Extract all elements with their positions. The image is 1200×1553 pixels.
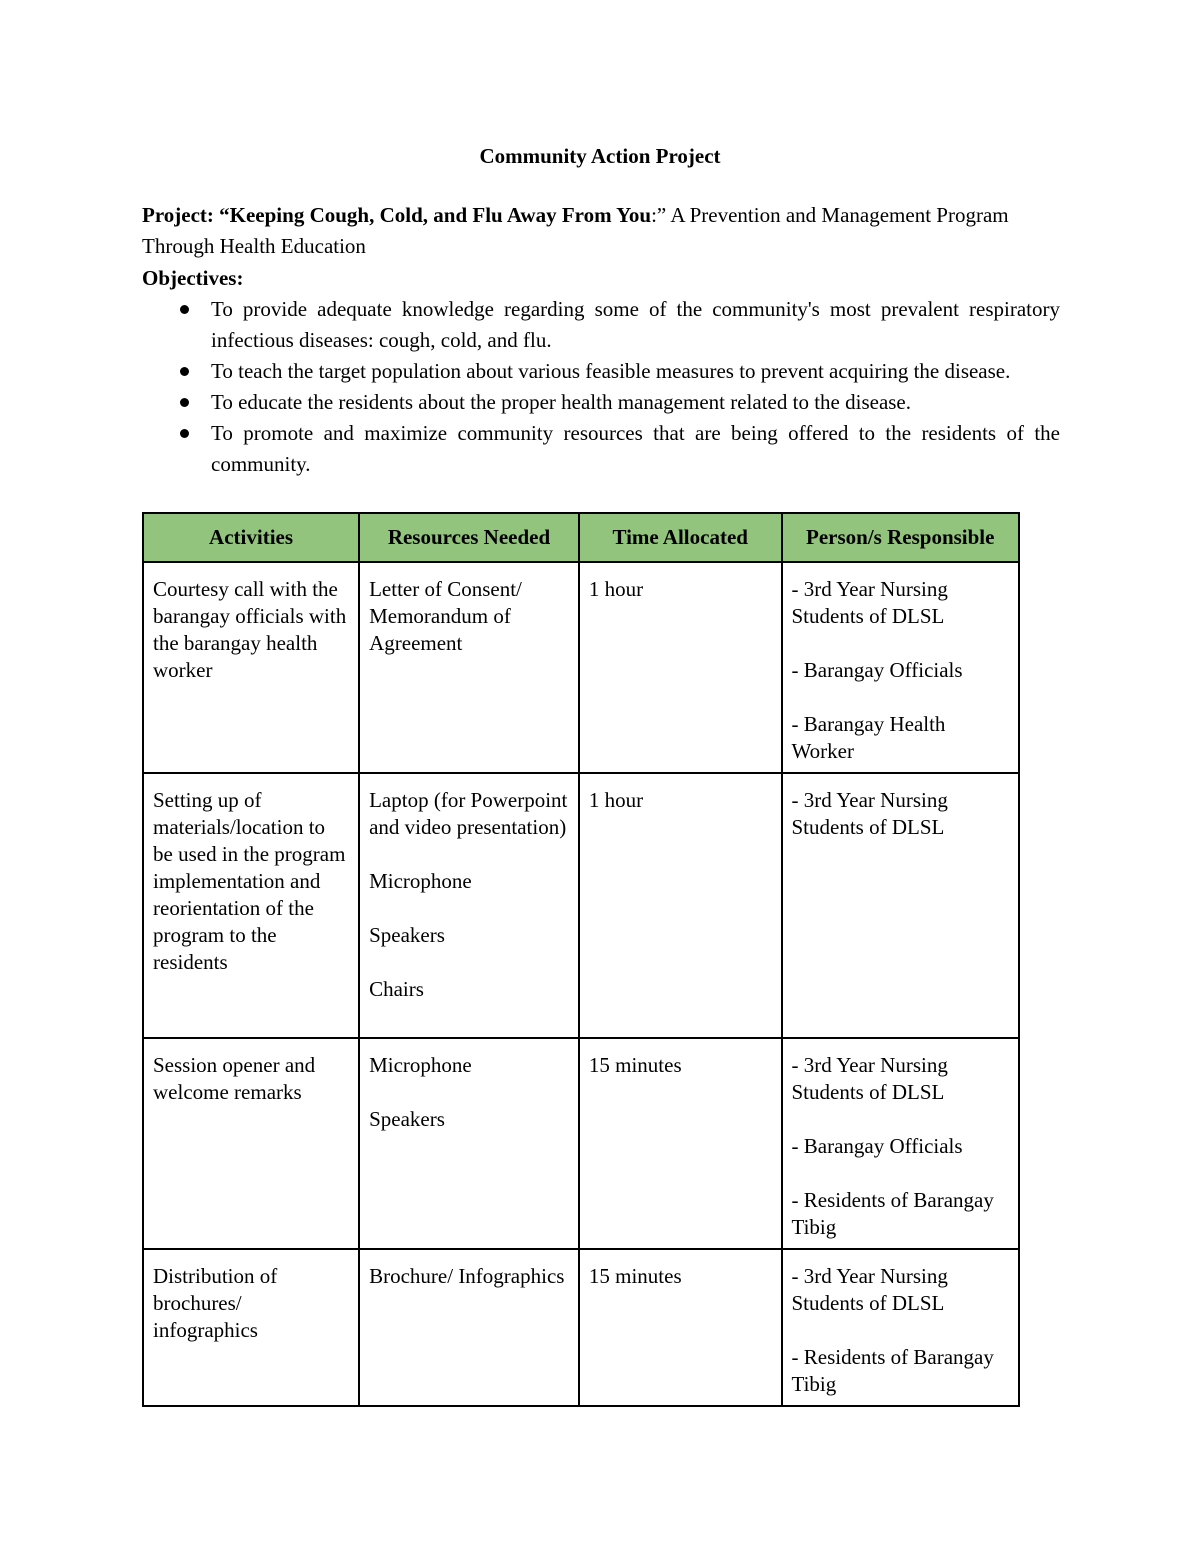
header-time: Time Allocated [579,513,782,562]
objective-item: To promote and maximize community resources that are being offered to the residents of the community. [142,418,1060,480]
project-label: Project [142,203,207,227]
header-activities: Activities [143,513,359,562]
table-header-row [143,513,1019,562]
time-cell: 1 hour [579,773,782,1038]
table-row [143,1038,1019,1249]
resources-cell: Brochure/ Infographics [359,1249,579,1406]
header-resources: Resources Needed [359,513,579,562]
project-statement: Project: “Keeping Cough, Cold, and Flu Away From You:” A Prevention and Management Program Through Health Education [142,203,1009,258]
persons-cell: - 3rd Year Nursing Students of DLSL [782,773,1020,1038]
resources-cell: Microphone Speakers [359,1038,579,1249]
objectives-list [142,294,1060,480]
activity-cell: Distribution of brochures/ infographics [143,1249,359,1406]
bullet-icon [180,305,189,314]
table-row [143,562,1019,773]
persons-cell: - 3rd Year Nursing Students of DLSL - Barangay Officials - Barangay Health Worker [782,562,1020,773]
persons-cell: - 3rd Year Nursing Students of DLSL - Barangay Officials - Residents of Barangay Tibig [782,1038,1020,1249]
objective-item: To educate the residents about the proper health management related to the disease. [142,387,1060,418]
table-row [143,773,1019,1038]
time-cell: 1 hour [579,562,782,773]
table-row [143,1249,1019,1406]
resources-cell: Laptop (for Powerpoint and video presentation) Microphone Speakers Chairs [359,773,579,1038]
time-cell: 15 minutes [579,1249,782,1406]
bullet-icon [180,429,189,438]
activity-cell: Session opener and welcome remarks [143,1038,359,1249]
document-title: Community Action Project [479,144,721,168]
bullet-icon [180,367,189,376]
objective-item: To provide adequate knowledge regarding some of the community's most prevalent respiratory infectious diseases: cough, cold, and flu. [142,294,1060,356]
action-plan-table [142,512,1020,1407]
activity-cell: Setting up of materials/location to be used in the program implementation and reorientation of the program to the residents [143,773,359,1038]
time-cell: 15 minutes [579,1038,782,1249]
header-persons: Person/s Responsible [782,513,1020,562]
resources-cell: Letter of Consent/ Memorandum of Agreement [359,562,579,773]
bullet-icon [180,398,189,407]
objectives-heading: Objectives: [142,266,244,290]
persons-cell: - 3rd Year Nursing Students of DLSL - Residents of Barangay Tibig [782,1249,1020,1406]
objective-item: To teach the target population about various feasible measures to prevent acquiring the disease. [142,356,1060,387]
activity-cell: Courtesy call with the barangay officials with the barangay health worker [143,562,359,773]
project-name: “Keeping Cough, Cold, and Flu Away From You [219,203,652,227]
project-description: :” A Prevention and Management Program Through Health Education [142,203,1009,258]
